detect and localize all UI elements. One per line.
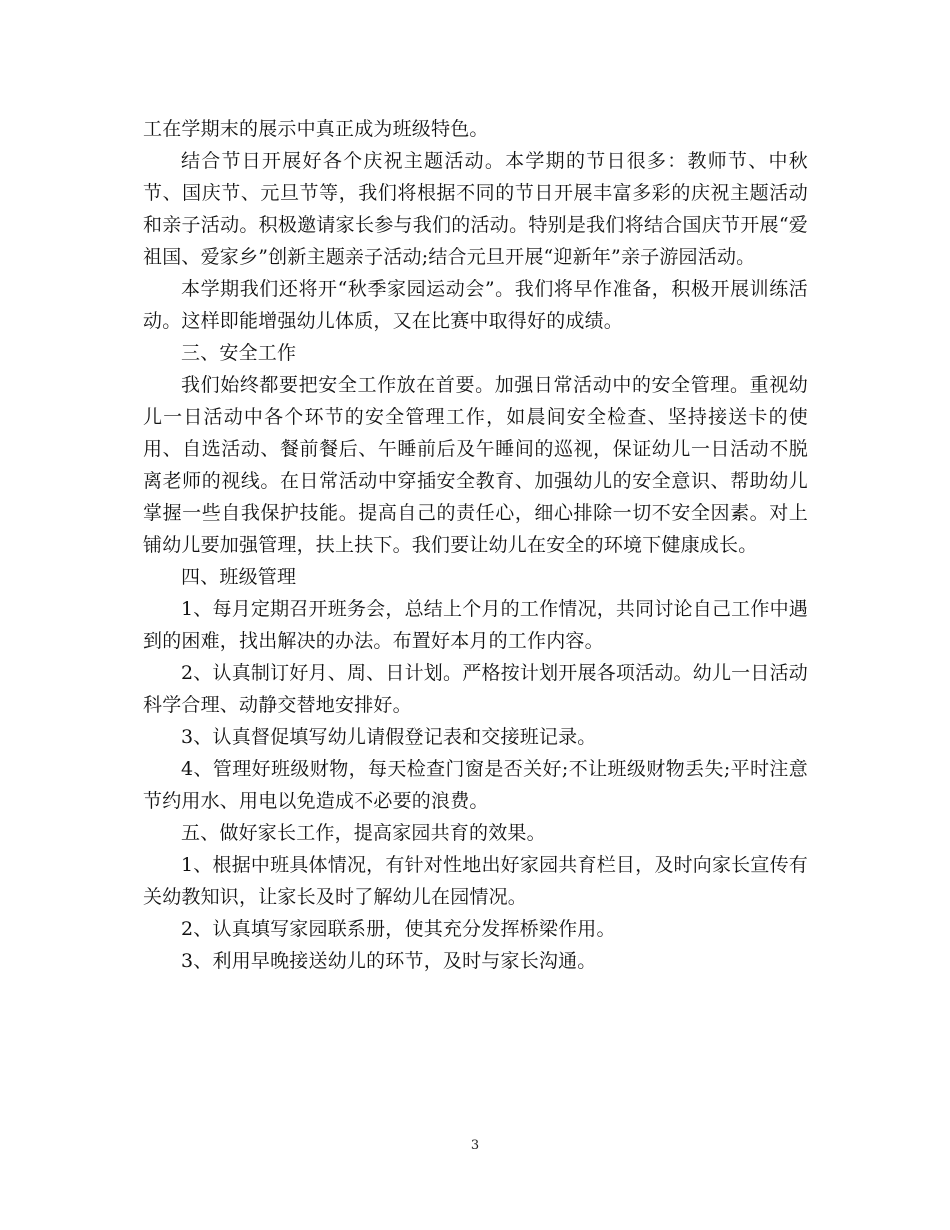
paragraph-festival-activities: 结合节日开展好各个庆祝主题活动。本学期的节日很多：教师节、中秋节、国庆节、元旦节等，我们将根据不同的节日开展丰富多彩的庆祝主题活动和亲子活动。积极邀请家长参与我们的活动。特别是我们将结合国庆节开展“爱祖国、爱家乡”创新主题亲子活动;结合元旦开展“迎新年”亲子游园活动。: [143, 150, 808, 268]
section-heading-parent-work: 五、做好家长工作，提高家园共育的效果。: [181, 822, 546, 844]
list-item-bulletin: 1、根据中班具体情况，有针对性地出好家园共育栏目，及时向家长宣传有关幼教知识，让家长及时了解幼儿在园情况。: [143, 854, 808, 908]
paragraph-continuation: 工在学期末的展示中真正成为班级特色。: [143, 118, 489, 140]
list-item-contact-book: 2、认真填写家园联系册，使其充分发挥桥梁作用。: [181, 918, 616, 940]
list-item-records: 3、认真督促填写幼儿请假登记表和交接班记录。: [181, 726, 597, 748]
paragraph-safety: 我们始终都要把安全工作放在首要。加强日常活动中的安全管理。重视幼儿一日活动中各个环节的安全管理工作，如晨间安全检查、坚持接送卡的使用、自选活动、餐前餐后、午睡前后及午睡间的巡视，保证幼儿一日活动不脱离老师的视线。在日常活动中穿插安全教育、加强幼儿的安全意识、帮助幼儿掌握一些自我保护技能。提高自己的责任心，细心排除一切不安全因素。对上铺幼儿要加强管理，扶上扶下。我们要让幼儿在安全的环境下健康成长。: [143, 374, 808, 556]
list-item-property: 4、管理好班级财物，每天检查门窗是否关好;不让班级财物丢失;平时注意节约用水、用电以免造成不必要的浪费。: [143, 758, 808, 812]
page-number: 3: [470, 1138, 480, 1153]
paragraph-sports-meeting: 本学期我们还将开“秋季家园运动会”。我们将早作准备，积极开展训练活动。这样即能增强幼儿体质，又在比赛中取得好的成绩。: [143, 278, 808, 332]
section-heading-class-management: 四、班级管理: [181, 566, 297, 588]
section-heading-safety: 三、安全工作: [181, 342, 297, 364]
list-item-class-meeting: 1、每月定期召开班务会，总结上个月的工作情况，共同讨论自己工作中遇到的困难，找出解决的办法。布置好本月的工作内容。: [143, 598, 808, 652]
document-body: [143, 113, 808, 977]
list-item-planning: 2、认真制订好月、周、日计划。严格按计划开展各项活动。幼儿一日活动科学合理、动静交替地安排好。: [143, 662, 808, 716]
list-item-communication: 3、利用早晚接送幼儿的环节，及时与家长沟通。: [181, 950, 597, 972]
